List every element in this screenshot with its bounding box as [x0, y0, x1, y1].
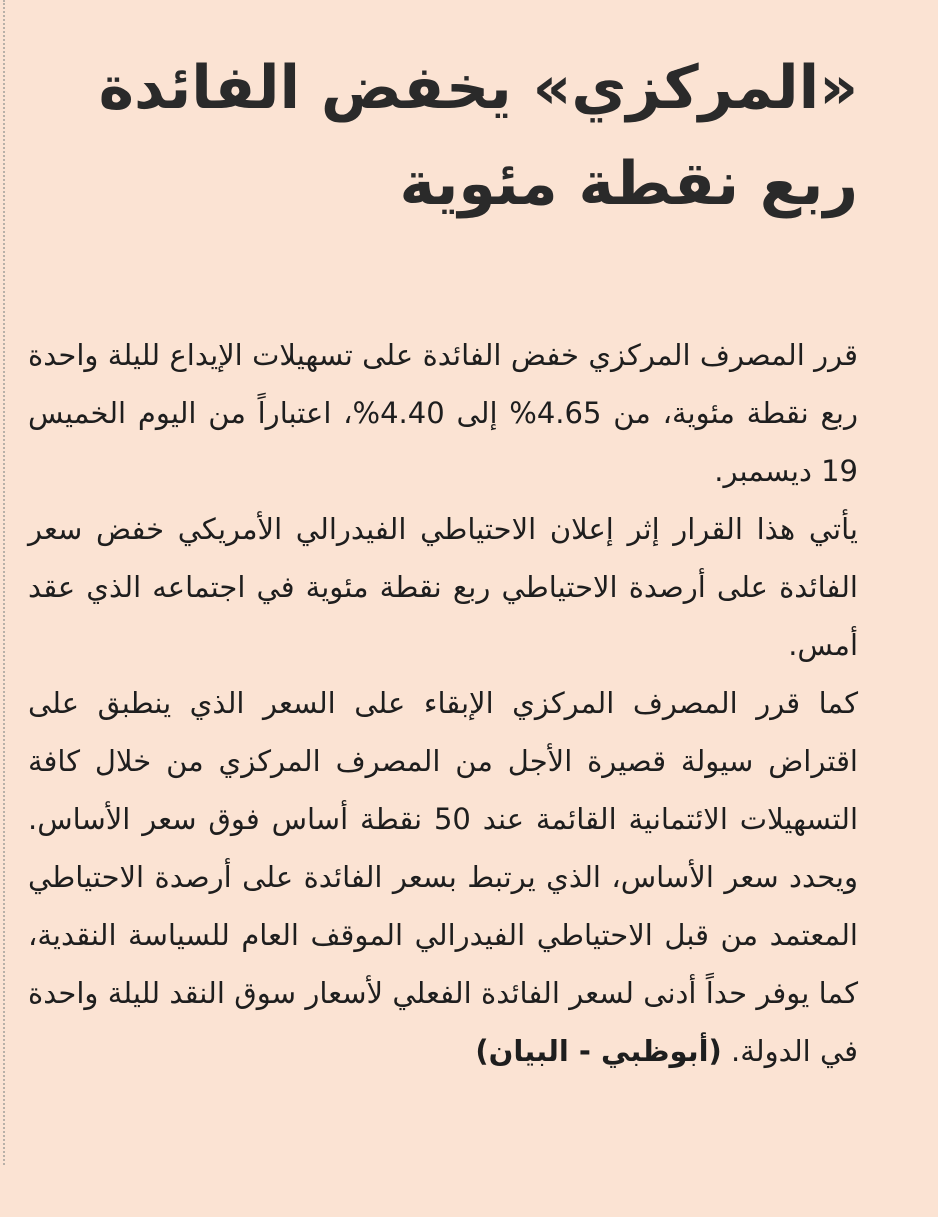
paragraph-3	[28, 674, 858, 1080]
article-byline: (أبوظبي - البيان)	[475, 1034, 722, 1068]
paragraph-3-text: كما قرر المصرف المركزي الإبقاء على السعر الذي ينطبق على اقتراض سيولة قصيرة الأجل من المصرف المركزي من خلال كافة التسهيلات الائتمانية القائمة عند 50 نقطة أساس فوق سعر الأساس. ويحدد سعر الأساس، الذي يرتبط بسعر الفائدة على أرصدة الاحتياطي المعتمد من قبل الاحتياطي الفيدرالي الموقف العام للسياسة النقدية، كما يوفر حداً أدنى لسعر الفائدة الفعلي لأسعار سوق النقد لليلة واحدة في الدولة.	[28, 686, 859, 1068]
headline-line-1: «المركزي» يخفض الفائدة	[98, 53, 858, 123]
article-body	[28, 326, 858, 1080]
news-article	[28, 40, 858, 1080]
column-divider	[3, 0, 5, 1165]
headline-line-2: ربع نقطة مئوية	[399, 149, 858, 219]
paragraph-1: قرر المصرف المركزي خفض الفائدة على تسهيلات الإيداع لليلة واحدة ربع نقطة مئوية، من 4.65% إلى 4.40%، اعتباراً من اليوم الخميس 19 ديسمبر.	[28, 338, 858, 488]
paragraph-2: يأتي هذا القرار إثر إعلان الاحتياطي الفيدرالي الأمريكي خفض سعر الفائدة على أرصدة الاحتياطي ربع نقطة مئوية في اجتماعه الذي عقد أمس.	[28, 512, 858, 662]
article-headline	[28, 40, 858, 232]
